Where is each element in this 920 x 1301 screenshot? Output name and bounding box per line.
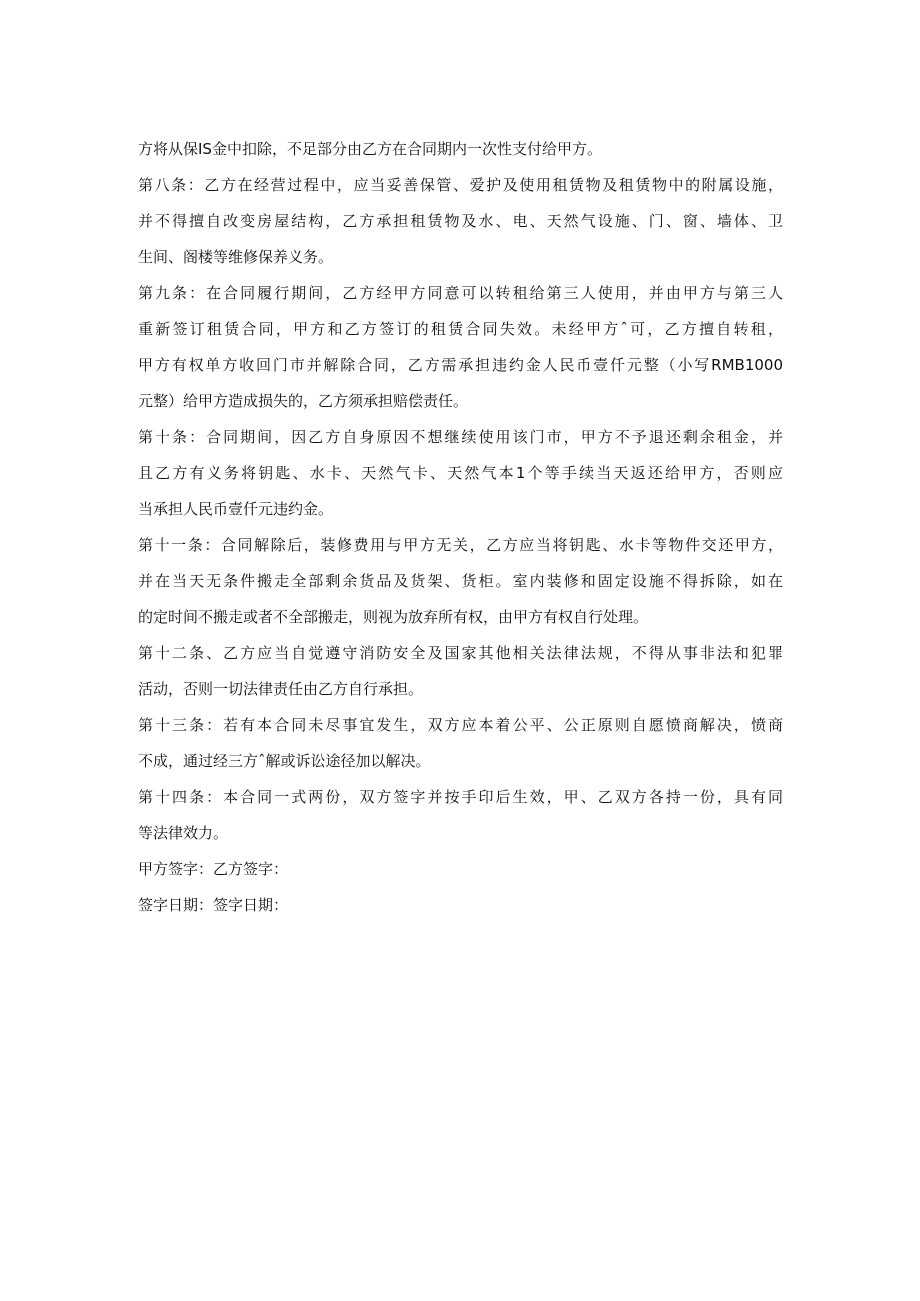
signature-date-line (138, 887, 783, 923)
text-line: 活动，否则一切法律责任由乙方自行承担。 (138, 680, 424, 698)
text-line: 甲方有权单方收回门市并解除合同，乙方需承担违约金人民币壹仟元整（小写RMB1000 (138, 356, 783, 374)
article-13 (138, 707, 783, 779)
document-body (138, 131, 783, 923)
text-line: 甲方签字：乙方签字： (138, 860, 289, 878)
text-line: 签字日期：签字日期： (138, 896, 289, 914)
text-line: 方将从保IS金中扣除，不足部分由乙方在合同期内一次性支付给甲方。 (138, 140, 602, 158)
article-8 (138, 167, 783, 275)
text-line: 且乙方有义务将钥匙、水卡、天然气卡、天然气本1个等手续当天返还给甲方，否则应 (138, 464, 783, 482)
text-line: 并在当天无条件搬走全部剩余货品及货架、货柜。室内装修和固定设施不得拆除，如在 (138, 572, 783, 590)
paragraph-deposit-deduction (138, 131, 783, 167)
text-line: 第十三条：若有本合同未尽事宜发生，双方应本着公平、公正原则自愿愤商解决，愤商 (138, 716, 783, 734)
text-line: 第十四条：本合同一式两份，双方签字并按手印后生效，甲、乙双方各持一份，具有同 (138, 788, 783, 806)
text-line: 第十一条：合同解除后，装修费用与甲方无关，乙方应当将钥匙、水卡等物件交还甲方， (138, 536, 783, 554)
text-line: 的定时间不搬走或者不全部搬走，则视为放弃所有权，由甲方有权自行处理。 (138, 608, 649, 626)
text-line: 不成，通过经三方ˆ解或诉讼途径加以解决。 (138, 752, 431, 770)
text-line: 生间、阁楼等维修保养义务。 (138, 248, 334, 266)
signature-line (138, 851, 783, 887)
text-line: 重新签订租赁合同，甲方和乙方签订的租赁合同失效。未经甲方ˆ可，乙方擅自转租， (138, 320, 783, 338)
text-line: 元整）给甲方造成损失的，乙方须承担赔偿责任。 (138, 392, 469, 410)
text-line: 第十二条、乙方应当自觉遵守消防安全及国家其他相关法律法规，不得从事非法和犯罪 (138, 644, 783, 662)
text-line: 等法律效力。 (138, 824, 229, 842)
text-line: 并不得擅自改变房屋结构，乙方承担租赁物及水、电、天然气设施、门、窗、墙体、卫 (138, 212, 783, 230)
text-line: 第十条：合同期间，因乙方自身原因不想继续使用该门市，甲方不予退还剩余租金，并 (138, 428, 783, 446)
text-line: 当承担人民币壹仟元违约金。 (138, 500, 334, 518)
text-line: 第九条：在合同履行期间，乙方经甲方同意可以转租给第三人使用，并由甲方与第三人 (138, 284, 783, 302)
article-14 (138, 779, 783, 851)
article-12 (138, 635, 783, 707)
article-11 (138, 527, 783, 635)
article-9 (138, 275, 783, 419)
text-line: 第八条：乙方在经营过程中，应当妥善保管、爱护及使用租赁物及租赁物中的附属设施， (138, 176, 783, 194)
article-10 (138, 419, 783, 527)
